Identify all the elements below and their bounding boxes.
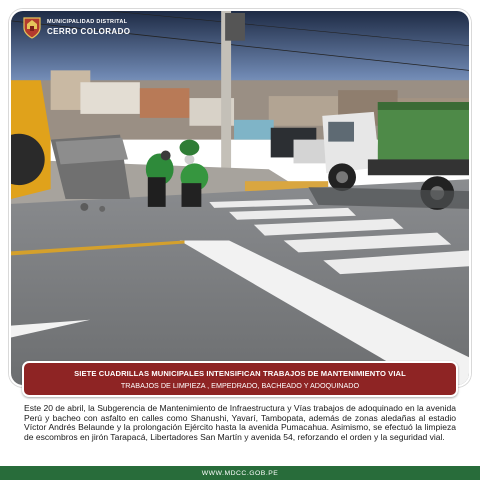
footer-bar (0, 466, 480, 480)
logo-line-municipality: MUNICIPALIDAD DISTRITAL (47, 19, 128, 26)
news-body-text: Este 20 de abril, la Subgerencia de Mantenimiento de Infraestructura y Vías trabajos de adoquinado en la avenida Perú y bacheo con asfalto en calles como Shanushi, Yavarí, Tambopata, además de zonas aledañas al estadio Víctor Andrés Belaunde y la prolongación Ejército hasta la avenida Pumacahua. Asimismo, se efectuó la limpieza de escombros en jirón Tarapacá, Libertadores San Martín y avenida 54, reforzando el orden y la seguridad vial. (24, 403, 456, 442)
street-maintenance-photo (9, 9, 471, 387)
logo-line-district: CERRO COLORADO (47, 26, 131, 36)
headline-subtitle: TRABAJOS DE LIMPIEZA , EMPEDRADO, BACHEADO Y ADOQUINADO (120, 380, 360, 390)
municipality-logo (22, 16, 130, 40)
photo-illustration (11, 11, 469, 385)
municipal-shield-icon (22, 16, 42, 40)
footer-website-link[interactable]: WWW.MDCC.GOB.PE (201, 469, 279, 477)
headline-title: SIETE CUADRILLAS MUNICIPALES INTENSIFICAN TRABAJOS DE MANTENIMIENTO VIAL (74, 368, 406, 378)
headline-banner (22, 361, 458, 397)
